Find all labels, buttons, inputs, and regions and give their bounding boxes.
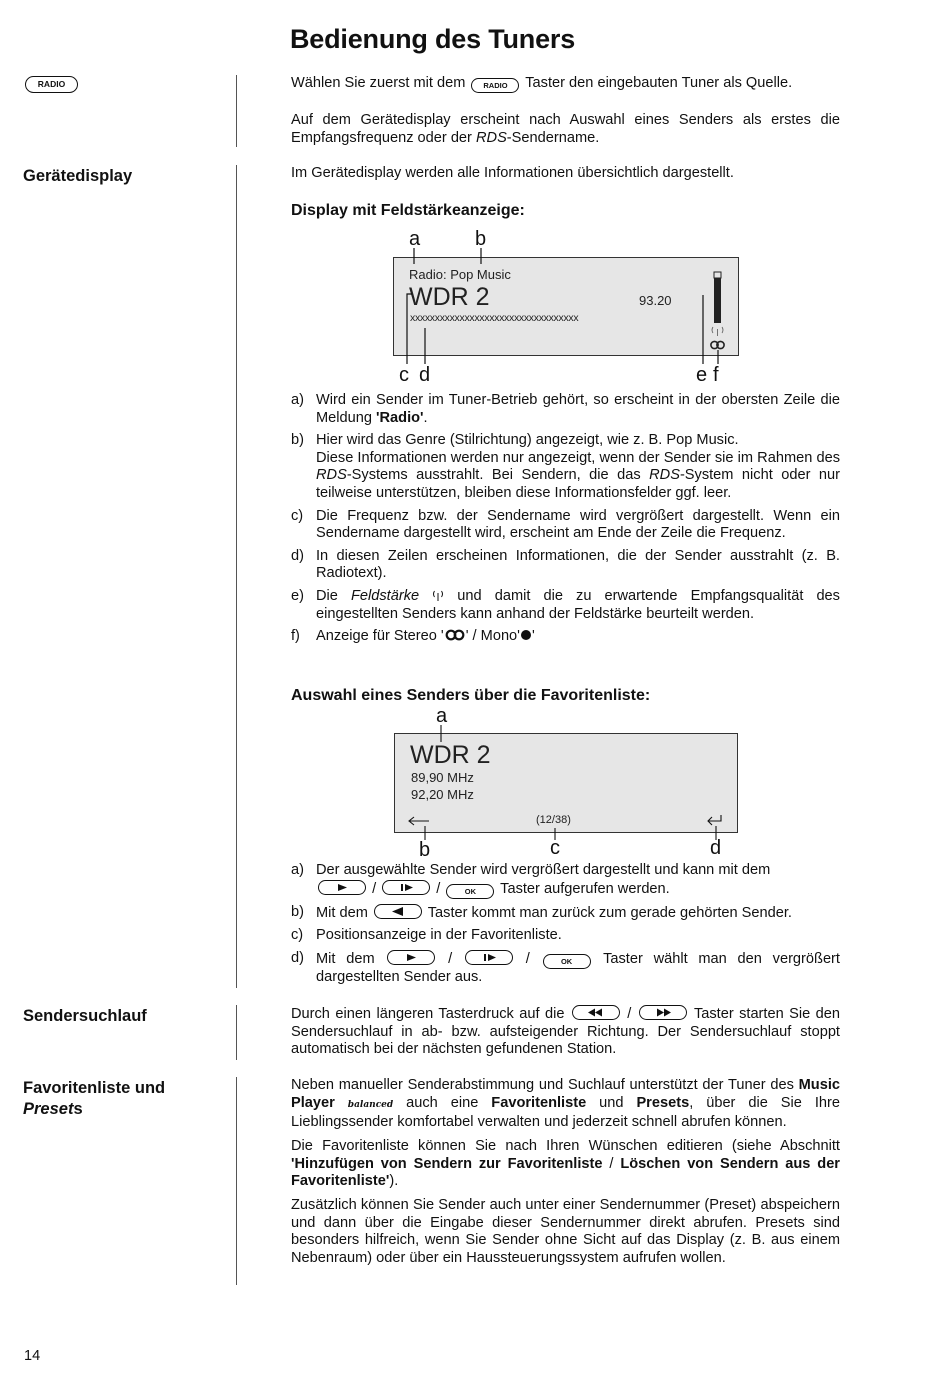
favoritenliste-paragraph-2 [291,1138,840,1191]
list-item [291,392,840,427]
bold-text: Music Player [291,1077,840,1111]
ok-button-symbol: OK [543,954,591,969]
rds-italic: RDS [475,129,507,146]
divider [236,1005,237,1060]
display-station: WDR 2 [409,283,490,311]
geraetedisplay-list [291,392,840,651]
italic-text: Feldstärke [350,587,420,604]
button-label: RADIO [483,81,508,90]
ok-button-symbol: OK [446,884,494,899]
stereo-icon [711,341,724,348]
enter-arrow-icon [708,815,721,821]
divider [236,1077,237,1285]
bold-text: 'Radio' [376,409,424,426]
separator: / [627,1006,632,1022]
bold-text: Favoritenliste [491,1094,587,1111]
radio-button-symbol: RADIO [25,76,78,93]
callout-e: e [696,364,708,386]
bold-text: Presets [636,1094,690,1111]
list-item [291,432,840,502]
play-button-symbol [318,880,366,895]
rds-italic: RDS [649,467,680,484]
text: ' / Mono' [465,628,520,645]
play-button-symbol [387,950,435,965]
text: Taster starten Sie den Sendersuchlauf in ab- bzw. aufsteigender Richtung. Der Sendersuchlauf stoppt automatisch bei der nächsten gefundenen Station. [291,1006,840,1058]
mono-icon [520,629,532,641]
list-item [291,588,840,623]
text: Die [316,587,338,604]
list-item [291,950,840,987]
item-label: c) [291,927,304,944]
text: Durch einen längeren Tasterdruck auf die [291,1006,565,1022]
rds-italic: RDS [316,467,347,484]
separator: / [525,950,530,967]
display-position: (12/38) [536,814,571,826]
fast-forward-button-symbol [639,1005,687,1020]
display-freq-2: 92,20 MHz [411,787,474,802]
intro-paragraph-1 [291,75,840,93]
list-item [291,927,840,945]
text: Taster wählt man den vergrößert dargestellten Sender aus. [316,950,840,985]
text: auch eine [406,1094,479,1111]
text: und damit die zu erwartende Empfangsqualität des eingestellten Senders kann anhand der Feldstärke beurteilt werden. [316,587,840,622]
text: Hier wird das Genre (Stilrichtung) angezeigt, wie z. B. Pop Music. [316,432,739,449]
text: . [423,409,428,426]
text-block [316,450,840,503]
bold-text: Löschen von Sendern aus der Favoritenliste' [291,1155,840,1190]
signal-bar-filled [714,278,721,323]
display-station: WDR 2 [410,741,491,769]
list-item [291,862,840,899]
list-item [291,508,840,543]
display-frequency: 93.20 [639,293,672,308]
separator: / [448,950,453,967]
text: Mit dem [316,904,368,921]
presets-suffix: s [73,1100,83,1118]
text: , über die Sie Ihre Lieblingssender komfortabel verwalten und jederzeit schnell abrufen können. [291,1094,840,1131]
text: -Systems ausstrahlt. Bei Sendern, die das [346,467,641,484]
text: Wird ein Sender im Tuner-Betrieb gehört, so erscheint in der obersten Zeile die Meldung [316,392,840,426]
separator: / [609,1155,614,1172]
section-label-geraetedisplay: Gerätedisplay [23,167,133,185]
page-title: Bedienung des Tuners [290,24,576,54]
brand-logo-text: balanced [347,1099,394,1110]
text: Der ausgewählte Sender wird vergrößert dargestellt und kann mit dem [316,862,771,878]
text: Neben manueller Senderabstimmung und Suchlauf unterstützt der Tuner des [291,1077,794,1093]
favoriten-list [291,862,840,991]
callout-c: c [550,837,560,859]
display-genre-line: Radio: Pop Music [409,267,511,282]
callout-d: d [419,364,431,386]
signal-bar-empty [714,272,721,278]
item-label: d) [291,547,304,564]
section-label-favoritenliste [23,1078,165,1120]
presets-italic: Preset [23,1100,74,1118]
radio-button-inline [471,78,519,93]
item-label: b) [291,903,304,920]
section-label-line2 [23,1099,165,1120]
geraetedisplay-intro: Im Gerätedisplay werden alle Informationen übersichtlich dargestellt. [291,165,734,181]
text: In diesen Zeilen erscheinen Informationen, die der Sender ausstrahlt (z. B. Radiotext). [316,547,840,582]
antenna-icon [712,327,723,336]
antenna-icon [432,589,444,601]
list-item [291,904,840,923]
text: ' [531,628,535,645]
item-label: b) [291,432,304,449]
callout-d: d [710,837,722,859]
text: Auf dem Gerätedisplay erscheint nach Auswahl eines Senders als erstes die Empfangsfrequenz oder der [291,112,840,146]
divider [236,165,237,988]
list-item [291,628,840,646]
item-label: a) [291,862,304,878]
separator: / [436,880,441,897]
sendersuchlauf-paragraph [291,1005,840,1059]
callout-b: b [419,839,431,861]
text: Taster kommt man zurück zum gerade gehörten Sender. [427,904,792,921]
back-button-symbol [374,904,422,919]
section-label-line1: Favoritenliste und [23,1079,166,1097]
text: -System nicht oder nur teilweise unterstützen, bleiben diese Informationsfelder ggf. leer. [316,467,840,501]
callout-a: a [409,228,421,250]
text: Anzeige für Stereo ' [316,628,444,645]
text: Die Favoritenliste können Sie nach Ihren Wünschen editieren (siehe Abschnitt [291,1138,840,1154]
callout-f: f [713,364,719,386]
rewind-button-symbol [572,1005,620,1020]
callout-c: c [399,364,409,386]
display-feldstaerke-callouts [390,228,740,388]
text: -Sendername. [506,129,600,146]
text: Taster den eingebauten Tuner als Quelle. [525,75,793,91]
display-radiotext: xxxxxxxxxxxxxxxxxxxxxxxxxxxxxxxxxx [410,312,579,324]
intro-paragraph-2 [291,112,840,147]
text: Taster aufgerufen werden. [500,880,670,897]
text: Positionsanzeige in der Favoritenliste. [316,927,562,944]
text: Wählen Sie zuerst mit dem [291,75,466,91]
section-label-sendersuchlauf: Sendersuchlauf [23,1007,147,1025]
heading-display-feldstaerke: Display mit Feldstärkeanzeige: [291,202,525,219]
bold-text: 'Hinzufügen von Sendern zur Favoritenliste [291,1155,603,1172]
callout-b: b [475,228,487,250]
stereo-icon [444,629,466,641]
display-freq-1: 89,90 MHz [411,770,474,785]
item-label: c) [291,507,304,524]
item-label: a) [291,392,304,408]
item-label: f) [291,628,300,645]
heading-favoritenliste: Auswahl eines Senders über die Favoritenliste: [291,687,651,704]
page-number: 14 [24,1348,41,1364]
item-label: d) [291,949,304,966]
separator: / [372,880,377,897]
text: und [599,1094,624,1111]
favoritenliste-paragraph-3: Zusätzlich können Sie Sender auch unter einer Sendernummer (Preset) abspeichern und dann über die Eingabe dieser Sendernummer direkt abrufen. Presets sind besonders hilfreich, wenn Sie Sender ohne Sicht auf das Display (z. B. aus einem Nebenraum) oder über ein Haussteuerungssystem aufrufen wollen. [291,1197,840,1266]
divider [236,75,237,147]
text: Diese Informationen werden nur angezeigt, wenn der Sender sie im Rahmen des [316,449,840,466]
text: Die Frequenz bzw. der Sendername wird vergrößert dargestellt. Wenn ein Sendername dargestellt wird, erscheint am Ende der Zeile die Frequenz. [316,507,840,542]
favoritenliste-paragraph-1 [291,1077,840,1132]
text: Mit dem [316,950,375,967]
play-pause-button-symbol [382,880,430,895]
play-pause-button-symbol [465,950,513,965]
text: ). [389,1173,399,1190]
list-item [291,548,840,583]
callout-a: a [436,705,448,727]
item-label: e) [291,587,304,604]
